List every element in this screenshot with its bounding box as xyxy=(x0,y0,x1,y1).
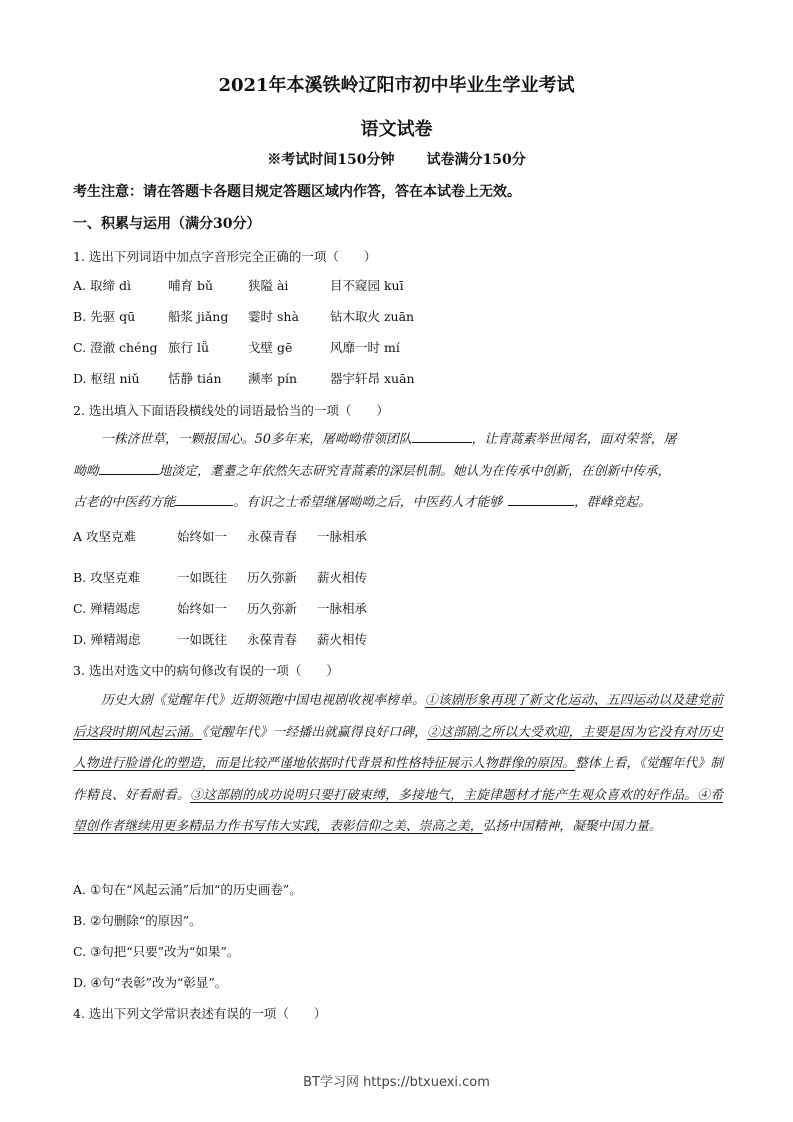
exam-subtitle: 语文试卷 xyxy=(360,119,433,140)
q1-c-1: C. 澄澈 chéng xyxy=(73,340,158,355)
q2-seg-1: 一株济世草，一颗报国心。50多年来，屠呦呦带领团队 xyxy=(101,432,412,447)
q2-seg-7: ，群峰竞起。 xyxy=(574,495,651,510)
q3-passage xyxy=(73,685,723,843)
q3-s1b: 《觉醒年代》一经播出就赢得良好口碑， xyxy=(201,724,428,740)
q2-b-4: 薪火相传 xyxy=(317,570,368,585)
q2-b-1: B. 攻坚克难 xyxy=(73,570,141,585)
q1-d-3: 濒率 pín xyxy=(248,371,298,386)
q1-b-4: 钻木取火 zuān xyxy=(330,309,415,324)
q1-option-c xyxy=(73,338,400,356)
q1-d-1: D. 枢纽 niǔ xyxy=(73,371,140,386)
q2-blank-4 xyxy=(508,504,574,506)
q3-option-d: D. ④句“表彰”改为“彰显”。 xyxy=(73,975,228,990)
q2-c-2: 始终如一 xyxy=(177,601,228,616)
q3-option-c: C. ③句把“只要”改为“如果”。 xyxy=(73,944,240,959)
q3-option-b: B. ②句删除“的原因”。 xyxy=(73,913,202,928)
q2-b-3: 历久弥新 xyxy=(247,570,298,585)
q2-passage xyxy=(73,424,723,519)
q1-a-4: 目不窥园 kuī xyxy=(330,278,404,293)
q3-sentence-4: ④希望创作者继续用更多精品力作书写伟大实践，表彰信仰之美、崇高之美， xyxy=(73,787,724,834)
q2-option-d xyxy=(73,630,367,648)
q2-a-2: 始终如一 xyxy=(177,529,228,544)
candidate-notice: 考生注意：请在答题卡各题目规定答题区域内作答，答在本试卷上无效。 xyxy=(73,184,521,200)
exam-score: 试卷满分150分 xyxy=(426,152,526,168)
q3-body xyxy=(73,685,723,843)
q1-d-4: 器宇轩昂 xuān xyxy=(330,371,415,386)
q2-line-3 xyxy=(73,487,723,519)
q1-a-2: 哺育 bǔ xyxy=(168,278,214,293)
q2-d-3: 永葆青春 xyxy=(247,632,298,647)
q2-line-1 xyxy=(73,424,723,456)
question-2-stem: 2. 选出填入下面语段横线处的词语最恰当的一项（ ） xyxy=(73,403,389,418)
q2-c-4: 一脉相承 xyxy=(317,601,368,616)
q1-option-b xyxy=(73,307,414,325)
q2-a-4: 一脉相承 xyxy=(317,529,368,544)
q2-blank-1 xyxy=(412,441,472,443)
q2-c-1: C. 殚精竭虑 xyxy=(73,601,141,616)
q2-c-3: 历久弥新 xyxy=(247,601,298,616)
q2-a-3: 永葆青春 xyxy=(247,529,298,544)
q1-option-a xyxy=(73,276,404,294)
question-1-stem: 1. 选出下列词语中加点字音形完全正确的一项（ ） xyxy=(73,249,377,264)
q1-a-3: 狭隘 ài xyxy=(248,278,289,293)
q1-d-2: 恬静 tián xyxy=(168,371,222,386)
exam-title: 2021年本溪铁岭辽阳市初中毕业生学业考试 xyxy=(218,75,575,96)
page-footer[interactable]: BT学习网 https://btxuexi.com xyxy=(303,1075,490,1090)
q1-c-2: 旅行 lǚ xyxy=(168,340,210,355)
q2-option-a xyxy=(73,527,367,545)
q2-d-4: 薪火相传 xyxy=(317,632,368,647)
question-4-stem: 4. 选出下列文学常识表述有误的一项（ ） xyxy=(73,1006,327,1021)
q1-b-3: 霎时 shà xyxy=(248,309,299,324)
q1-c-4: 风靡一时 mí xyxy=(330,340,400,355)
q3-sentence-1: ①该剧形象再现了新文化运动、五四运动以及建党前后这段时期风起云涌。 xyxy=(73,693,724,740)
q1-option-d xyxy=(73,369,415,387)
q2-seg-4: 地淡定，耄耋之年依然矢志研究青蒿素的深层机制。她认为在传承中创新，在创新中传承， xyxy=(158,463,671,479)
q1-c-3: 戈壁 gē xyxy=(248,340,293,355)
section-heading: 一、积累与运用（满分30分） xyxy=(73,216,261,232)
q3-s2b: 整体上看，《觉醒年代》制作精良、好看耐看。 xyxy=(73,756,724,803)
q2-seg-3: 呦呦 xyxy=(73,463,99,479)
q3-sentence-3: ③这部剧的成功说明只要打破束缚，多接地气，主旋律题材才能产生观众喜欢的好作品。 xyxy=(190,787,698,803)
q2-line-2 xyxy=(73,456,723,488)
q1-b-2: 船浆 jiǎng xyxy=(168,309,229,324)
question-3-stem: 3. 选出对选文中的病句修改有误的一项（ ） xyxy=(73,663,339,678)
q2-b-2: 一如既往 xyxy=(177,570,228,585)
q2-a-1: A 攻坚克难 xyxy=(73,529,137,544)
q3-s0: 历史大剧《觉醒年代》近期领跑中国电视剧收视率榜单。 xyxy=(101,693,426,708)
q3-option-a: A. ①句在“风起云涌”后加“的历史画卷”。 xyxy=(73,882,302,897)
q2-option-b xyxy=(73,568,367,586)
exam-time: ※考试时间150分钟 xyxy=(267,152,395,168)
q3-s4b: 弘扬中国精神，凝聚中国力量。 xyxy=(482,819,662,834)
q2-blank-2 xyxy=(99,473,159,475)
q2-d-1: D. 殚精竭虑 xyxy=(73,632,141,647)
q1-a-1: A. 取缔 dì xyxy=(73,278,131,293)
q2-blank-3 xyxy=(175,504,233,506)
q2-d-2: 一如既往 xyxy=(177,632,228,647)
q1-b-1: B. 先驱 qū xyxy=(73,309,136,324)
q2-seg-2: ，让青蒿素举世闻名，面对荣誉，屠 xyxy=(471,432,677,447)
q3-sentence-2: ②这部剧之所以大受欢迎，主要是因为它没有对历史人物进行脸谱化的塑造，而是比较严谨地依据时代背景和性格特征展示人物群像的原因。 xyxy=(73,724,723,771)
q2-seg-6: 。有识之士希望继屠呦呦之后，中医药人才能够 xyxy=(233,495,503,510)
q2-seg-5: 古老的中医药方能 xyxy=(73,495,176,510)
q2-option-c xyxy=(73,599,367,617)
exam-meta xyxy=(0,149,793,169)
